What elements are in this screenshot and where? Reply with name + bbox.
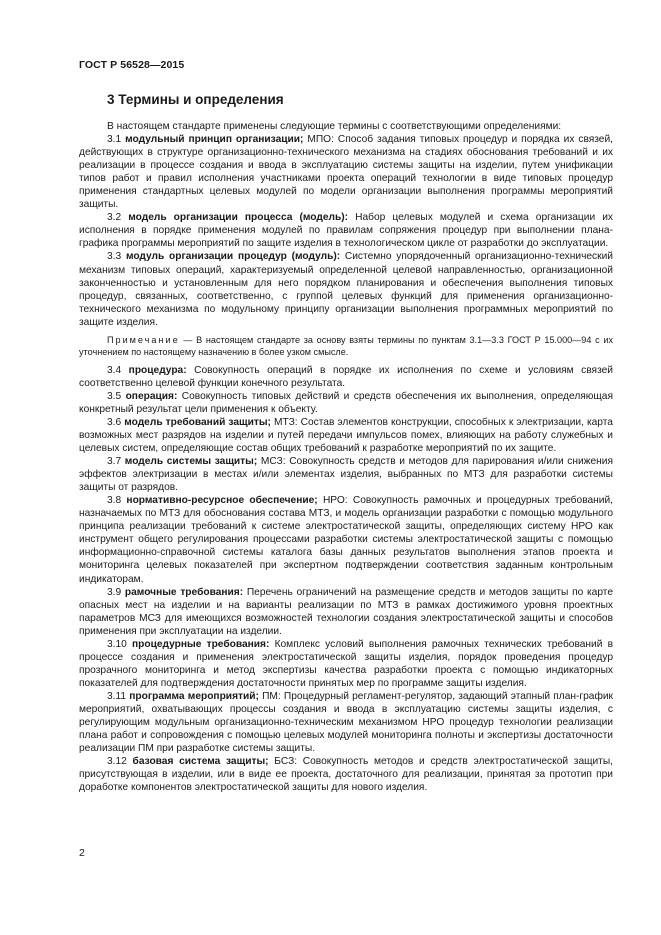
term-3-12: 3.12 базовая система защиты; БСЗ: Совокупность методов и средств электростатической защиты, присутствующая в изделии, или в виде ее проекта, достаточного для реализации, принятая за прототип при доработке компонентов электростатической защиты для нового изделия. [79,756,614,794]
term-name: базовая система защиты; [132,756,269,768]
intro-paragraph: В настоящем стандарте применены следующие термины с соответствующими определениями: [107,121,562,132]
term-name: процедура: [128,364,187,376]
term-name: модуль организации процедур (модуль): [125,251,341,263]
document-body [79,120,613,794]
term-3-9: 3.9 рамочные требования: Перечень ограничений на размещение средств и методов защиты по карте опасных мест на изделии и на варианты реализации по МТЗ в рамках достижимого уровня проектных параметров МСЗ для имеющихся возможностей технологии создания электростатической защиты и способов применения при эксплуатации на изделии. [79,586,613,637]
term-name: модель требований защиты; [124,416,271,428]
term-3-3: 3.3 модуль организации процедур (модуль): Системно упорядоченный организационно-технический механизм типовых операций, характеризуемый определенной целевой направленностью, организационной законченностью и установленным для него порядком планирования и обеспечения выполнения типовых процедур, связанных, соответственно, с группой целевых функций для применения организационно-технического механизма по модульному принципу организации выполнения программных мероприятий по защите изделия. [79,251,613,328]
note-paragraph: Примечание — В настоящем стандарте за основу взяты термины по пунктам 3.1—3.3 ГОСТ Р 15.000—94 с их уточнением по настоящему назначению в более узком смысле. [79,334,613,357]
term-3-4: 3.4 процедура: Совокупность операций в порядке их исполнения по схеме и условиям связей соответственно целевой функции конечного результата. [79,364,613,389]
term-name: рамочные требования: [124,586,244,598]
term-name: операция: [125,390,178,402]
note-label: Примечание [107,334,180,345]
term-3-11: 3.11 программа мероприятий; ПМ: Процедурный регламент-регулятор, задающий этапный план-график мероприятий, охватывающих процессы создания и ввода в эксплуатацию системы защиты изделия, с регулирующим модульным организационно-техническим механизмом НРО процедур технологии реализации плана работ и сопровождения с помощью целевых модулей мониторинга полноты и экспертизы достаточности реализации ПМ при разработке системы защиты. [79,690,613,755]
term-3-10: 3.10 процедурные требования: Комплекс условий выполнения рамочных технических требований в процессе создания и применения электростатической защиты изделия, порядок проведения процедур прозрачного мониторинга и метод экспертизы качества разработки проекта с помощью индикаторных показателей для подтверждения достаточности принятых мер по программе защиты изделия. [79,638,614,689]
term-name: нормативно-ресурсное обеспечение; [126,495,318,507]
term-3-5: 3.5 операция: Совокупность типовых действий и средств обеспечения их выполнения, определяющая конкретный результат цели применения к объекту. [79,390,613,415]
term-name: модульный принцип организации; [125,134,304,146]
term-name: процедурные требования: [132,638,270,650]
page-number: 2 [79,847,85,859]
term-name: программа мероприятий; [129,690,259,702]
term-3-7: 3.7 модель системы защиты; МСЗ: Совокупность средств и методов для парирования и/или снижения эффектов электризации в местах и/или элементах изделия, выбранных по МТЗ для разработки системы защиты от разрядов. [79,456,613,494]
term-3-8: 3.8 нормативно-ресурсное обеспечение; НРО: Совокупность рамочных и процедурных требований, назначаемых по МТЗ для обоснования состава МТЗ, и модель организации разработки с помощью модульного принципа реализации требований к системе электростатической защиты, определяющих систему НРО как инструмент общего регулирования процессами разработки системы электростатической защиты с помощью информационно-справочной системы каталога базы данных результатов выполнения этапов проекта и мониторинга целевых показателей при экспертном подтверждении соответствия заданным контрольным индикаторам. [79,495,613,585]
term-3-6: 3.6 модель требований защиты; МТЗ: Состав элементов конструкции, способных к электризации, карта возможных мест разрядов на изделии и путей передачи импульсов помех, влияющих на работу служебных и целевых систем, определяющие состав общих требований к разработке мероприятий по их защите. [79,416,613,455]
term-3-1: 3.1 модульный принцип организации; МПО: Способ задания типовых процедур и порядка их связей, действующих в структуре организационно-технического механизма на стадиях обоснования требований и их реализации в процессе создания и ввода в эксплуатацию системы защиты на изделии, путем унификации типов работ и правил исполнения участниками проекта операций технологии в виде типовых процедур применения стандартных целевых модулей по модели организации выполнения программы мероприятий защиты. [79,134,613,211]
term-3-2: 3.2 модель организации процесса (модель): Набор целевых модулей и схема организации их исполнения в порядке применения модулей по правилам сопряжения процедур при выполнении плана-графика программы мероприятий по защите изделия в технологическом цикле от разработки до эксплуатации. [79,212,613,250]
section-title: 3 Термины и определения [107,92,284,107]
term-name: модель системы защиты; [124,456,258,468]
term-name: модель организации процесса (модель): [128,212,349,224]
document-id-header: ГОСТ Р 56528—2015 [79,59,185,71]
